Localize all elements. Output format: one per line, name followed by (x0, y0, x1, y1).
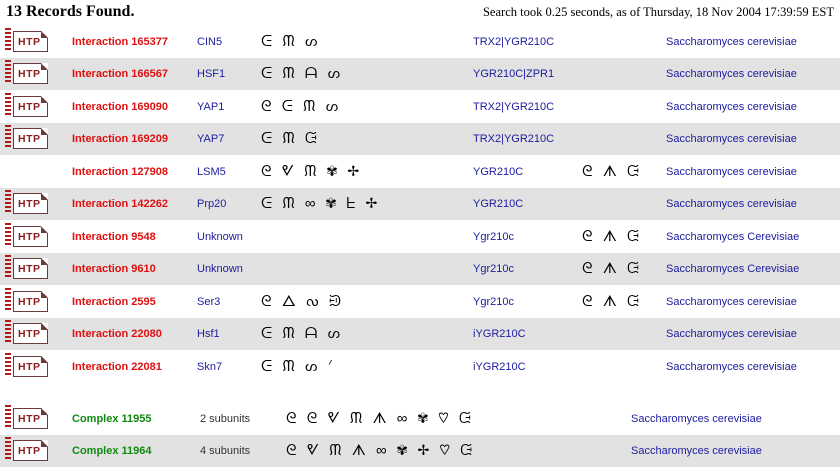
gene-link[interactable]: Skn7 (197, 361, 223, 373)
gene-link[interactable]: Unknown (197, 231, 243, 243)
htp-page-icon (13, 356, 48, 377)
gene-link[interactable]: Prp20 (197, 198, 227, 210)
interaction-row (0, 318, 840, 350)
complex-row (0, 435, 840, 467)
organism-link[interactable]: Saccharomyces cerevisiae (666, 36, 797, 48)
organism-link[interactable]: Saccharomyces cerevisiae (666, 101, 797, 113)
organism-link[interactable]: Saccharomyces cerevisiae (666, 68, 797, 80)
interaction-row (0, 253, 840, 285)
htp-document-icon[interactable] (5, 60, 49, 87)
organism-link[interactable]: Saccharomyces Cerevisiae (666, 231, 800, 243)
target-link[interactable]: iYGR210C (473, 361, 526, 373)
htp-strip-icon (5, 60, 11, 84)
subunit-count: 4 subunits (200, 445, 251, 457)
interaction-link[interactable]: Interaction 142262 (72, 198, 168, 210)
organism-link[interactable]: Saccharomyces cerevisiae (631, 445, 762, 457)
interaction-link[interactable]: Interaction 127908 (72, 166, 168, 178)
htp-document-icon[interactable] (5, 437, 49, 464)
interaction-row (0, 286, 840, 318)
target-link[interactable]: Ygr210c (473, 296, 514, 308)
gene-link[interactable]: YAP7 (197, 133, 225, 145)
interaction-link[interactable]: Interaction 2595 (72, 296, 156, 308)
htp-strip-icon (5, 223, 11, 247)
htp-strip-icon (5, 93, 11, 117)
htp-page-icon (13, 323, 48, 344)
target-link[interactable]: Ygr210c (473, 263, 514, 275)
htp-page-icon (13, 408, 48, 429)
organism-link[interactable]: Saccharomyces cerevisiae (666, 198, 797, 210)
htp-page-icon (13, 291, 48, 312)
interaction-link[interactable]: Interaction 9548 (72, 231, 156, 243)
htp-strip-icon (5, 125, 11, 149)
htp-label: HTP (18, 198, 41, 210)
interaction-link[interactable]: Interaction 166567 (72, 68, 168, 80)
domain-glyphs-icon[interactable]: ᕮ ᙏ ᔕ (261, 33, 321, 50)
organism-link[interactable]: Saccharomyces cerevisiae (666, 328, 797, 340)
gene-link[interactable]: YAP1 (197, 101, 225, 113)
domain-glyphs-icon[interactable]: ᕮ ᙏ ᔕ ᐟ (261, 358, 336, 375)
htp-page-icon (13, 226, 48, 247)
htp-document-icon[interactable] (5, 320, 49, 347)
gene-link[interactable]: LSM5 (197, 166, 226, 178)
htp-document-icon[interactable] (5, 125, 49, 152)
records-count-title: 13 Records Found. (6, 3, 135, 20)
target-domain-glyphs-icon[interactable]: ᘓ ᗑ ᙍ (582, 293, 643, 310)
organism-link[interactable]: Saccharomyces Cerevisiae (666, 263, 800, 275)
htp-page-icon (13, 63, 48, 84)
htp-document-icon[interactable] (5, 353, 49, 380)
htp-label: HTP (18, 231, 41, 243)
interaction-link[interactable]: Interaction 22081 (72, 361, 162, 373)
target-domain-glyphs-icon[interactable]: ᘓ ᗑ ᙍ (582, 260, 643, 277)
htp-strip-icon (5, 320, 11, 344)
domain-glyphs-icon[interactable]: ᘓ ᕓ ᙏ ᗑ ∞ ✾ ✢ ♡ ᙍ (286, 442, 476, 459)
htp-page-icon (13, 440, 48, 461)
interaction-link[interactable]: Interaction 169209 (72, 133, 168, 145)
organism-link[interactable]: Saccharomyces cerevisiae (631, 413, 762, 425)
htp-label: HTP (18, 133, 41, 145)
interaction-row (0, 351, 840, 383)
htp-document-icon[interactable] (5, 288, 49, 315)
interaction-row (0, 188, 840, 220)
target-link[interactable]: TRX2|YGR210C (473, 133, 555, 145)
target-link[interactable]: iYGR210C (473, 328, 526, 340)
organism-link[interactable]: Saccharomyces cerevisiae (666, 361, 797, 373)
htp-label: HTP (18, 361, 41, 373)
htp-strip-icon (5, 28, 11, 52)
htp-label: HTP (18, 296, 41, 308)
target-link[interactable]: Ygr210c (473, 231, 514, 243)
complex-link[interactable]: Complex 11964 (72, 445, 152, 457)
gene-link[interactable]: CIN5 (197, 36, 223, 48)
interaction-row (0, 26, 840, 58)
target-link[interactable]: YGR210C (473, 198, 524, 210)
domain-glyphs-icon[interactable]: ᘓ ᘓ ᕓ ᙏ ᗑ ∞ ✾ ♡ ᙍ (286, 410, 474, 427)
domain-glyphs-icon[interactable]: ᕮ ᙏ ∞ ✾ ᖶ ✢ (261, 195, 381, 212)
domain-glyphs-icon[interactable]: ᘓ ᕮ ᙏ ᔕ (261, 98, 342, 115)
htp-document-icon[interactable] (5, 255, 49, 282)
htp-page-icon (13, 258, 48, 279)
htp-page-icon (13, 128, 48, 149)
htp-label: HTP (18, 36, 41, 48)
organism-link[interactable]: Saccharomyces cerevisiae (666, 133, 797, 145)
interaction-link[interactable]: Interaction 9610 (72, 263, 156, 275)
htp-label: HTP (18, 263, 41, 275)
target-domain-glyphs-icon[interactable]: ᘓ ᗑ ᙍ (582, 228, 643, 245)
htp-document-icon[interactable] (5, 93, 49, 120)
htp-strip-icon (5, 353, 11, 377)
interaction-row (0, 58, 840, 90)
htp-document-icon[interactable] (5, 405, 49, 432)
htp-label: HTP (18, 101, 41, 113)
gene-link[interactable]: Unknown (197, 263, 243, 275)
htp-label: HTP (18, 445, 41, 457)
htp-document-icon[interactable] (5, 223, 49, 250)
gene-link[interactable]: Hsf1 (197, 328, 220, 340)
organism-link[interactable]: Saccharomyces cerevisiae (666, 166, 797, 178)
interaction-link[interactable]: Interaction 22080 (72, 328, 162, 340)
htp-page-icon (13, 31, 48, 52)
htp-strip-icon (5, 437, 11, 461)
htp-label: HTP (18, 328, 41, 340)
htp-strip-icon (5, 288, 11, 312)
gene-link[interactable]: HSF1 (197, 68, 226, 80)
subunit-count: 2 subunits (200, 413, 251, 425)
domain-glyphs-icon[interactable]: ᕮ ᙏ ᗩ ᔕ (261, 65, 344, 82)
target-domain-glyphs-icon[interactable]: ᘓ ᗑ ᙍ (582, 163, 643, 180)
interaction-row (0, 123, 840, 155)
domain-glyphs-icon[interactable]: ᘓ ᕓ ᙏ ✾ ✢ (261, 163, 363, 180)
htp-page-icon (13, 193, 48, 214)
target-link[interactable]: TRX2|YGR210C (473, 101, 555, 113)
htp-document-icon[interactable] (5, 28, 49, 55)
gene-link[interactable]: Ser3 (197, 296, 221, 308)
complex-link[interactable]: Complex 11955 (72, 413, 152, 425)
interaction-link[interactable]: Interaction 165377 (72, 36, 168, 48)
domain-glyphs-icon[interactable]: ᕮ ᙏ ᙍ (261, 130, 320, 147)
htp-label: HTP (18, 413, 41, 425)
htp-label: HTP (18, 68, 41, 80)
htp-strip-icon (5, 190, 11, 214)
htp-strip-icon (5, 255, 11, 279)
search-timing-info: Search took 0.25 seconds, as of Thursday, 18 Nov 2004 17:39:59 EST (482, 5, 834, 19)
htp-page-icon (13, 96, 48, 117)
interaction-link[interactable]: Interaction 169090 (72, 101, 168, 113)
domain-glyphs-icon[interactable]: ᕮ ᙏ ᗩ ᔕ (261, 325, 344, 342)
target-link[interactable]: YGR210C|ZPR1 (473, 68, 555, 80)
organism-link[interactable]: Saccharomyces cerevisiae (666, 296, 797, 308)
target-link[interactable]: TRX2|YGR210C (473, 36, 555, 48)
complex-row (0, 403, 840, 435)
domain-glyphs-icon[interactable]: ᘓ ᐃ ᔓ ᙋ (261, 293, 344, 310)
target-link[interactable]: YGR210C (473, 166, 524, 178)
htp-strip-icon (5, 405, 11, 429)
interaction-row (0, 91, 840, 123)
interaction-row (0, 221, 840, 253)
interaction-row (0, 156, 840, 188)
htp-document-icon[interactable] (5, 190, 49, 217)
